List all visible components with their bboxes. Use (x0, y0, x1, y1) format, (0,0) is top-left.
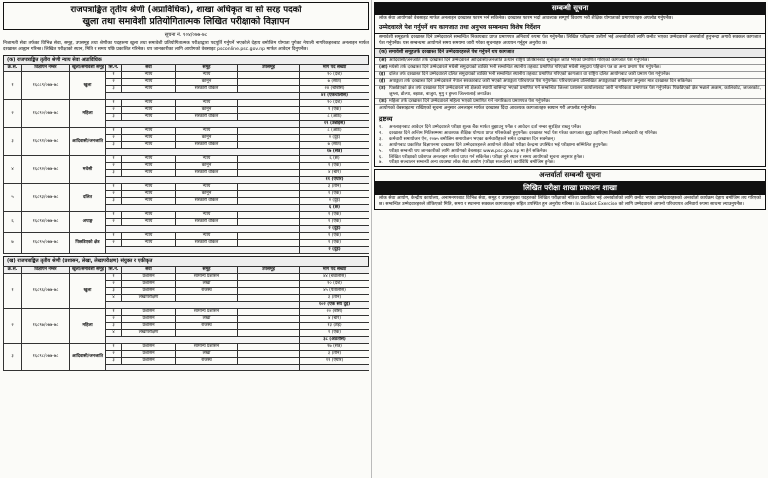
post-count: ४ (चार) (300, 170, 370, 177)
item-marker: (इ) (379, 71, 386, 77)
post-count: २४ (चौबीस) (300, 86, 370, 93)
group-name: लेखा (176, 280, 238, 287)
group-name (176, 294, 238, 301)
group-name: कानून (176, 135, 238, 142)
group-name: सामान्य प्रशासन (176, 343, 238, 350)
group-name (176, 329, 238, 336)
advertisement-number: १६८९२/०७७-७८ (22, 156, 70, 184)
subgroup-name (238, 100, 300, 107)
note-section-label: द्रष्टव्य (379, 115, 393, 124)
inclusive-group: मधेसी (70, 156, 106, 184)
inclusive-group: आदिवासी/जनजाति (70, 128, 106, 156)
table-row (4, 100, 370, 107)
total-count: ४१ (एकचालीस) (300, 93, 370, 100)
group-serial: ४ (4, 156, 22, 184)
inclusive-group: खुला (70, 273, 106, 308)
row-number: १ (106, 156, 122, 163)
subgroup-name (238, 114, 300, 121)
row-number: २ (106, 107, 122, 114)
column-header: उपसमूह (238, 266, 300, 273)
group-name: न्याय (176, 184, 238, 191)
total-count: ६ (छ) (300, 205, 370, 212)
service-name: न्याय (122, 107, 176, 114)
service-name: न्याय (122, 79, 176, 86)
note-number: ७. (379, 160, 383, 166)
item-text: पिछडिएको क्षेत्र तर्फ दरखास्त दिने उम्मेदवारले सो क्षेत्रको स्थायी बासिन्दा भएको प्रमाणित गर्ने सम्बन्धित जिल्ला प्रशासन कार्यालयबाट जारी नागरिकता प्रमाणपत्र पेश गर्नुपर्नेछ। पिछडिएको क्षेत्र भन्नाले अछाम, कालिकोट, जाजरकोट, जुम्ला, डोल्पा, बझाङ, बाजुरा, मुगु र हुम्ला जिल्लालाई जनाउँछ। (389, 85, 761, 97)
row-number: ३ (106, 142, 122, 149)
post-count: ३ (तीन) (300, 294, 370, 301)
total-count: २ (दुई) (300, 226, 370, 233)
advertisement-number: १६८८९/०७७-७८ (22, 72, 70, 100)
item-marker: (अ) (379, 58, 387, 64)
note-number: ५. (379, 148, 383, 154)
subgroup-name (238, 329, 300, 336)
post-count: ८ (आठ) (300, 114, 370, 121)
service-name: न्याय (122, 135, 176, 142)
document-item (375, 58, 765, 65)
notice-number: सूचना नं. १०४/०७७-७८ (164, 32, 208, 38)
row-number: २ (106, 135, 122, 142)
service-name: प्रशासन (122, 273, 176, 280)
table-row (4, 273, 370, 280)
row-number: २ (106, 219, 122, 226)
service-name: न्याय (122, 233, 176, 240)
row-number: ३ (106, 322, 122, 329)
interview-subtitle: लिखित परीक्षा शाखा प्रकाशन शाखा (375, 182, 765, 194)
item-marker: (आ) (379, 65, 388, 71)
total-spacer (106, 301, 300, 308)
advertisement-number: १६८९१/०७७-७८ (22, 128, 70, 156)
table-row (4, 184, 370, 191)
group-serial: १ (4, 72, 22, 100)
post-count: ७ (सात) (300, 79, 370, 86)
total-spacer (106, 149, 300, 156)
group-name: न्याय (176, 100, 238, 107)
group-name: न्याय (176, 156, 238, 163)
group-serial: ७ (4, 233, 22, 254)
group-name: सरकारी वकिल (176, 170, 238, 177)
inclusive-group: पिछडिएको क्षेत्र (70, 233, 106, 254)
item-marker: (ऊ) (379, 98, 387, 104)
notice-title-line-1: राजपत्राङ्कित तृतीय श्रेणी (अप्राविधिक), शाखा अधिकृत वा सो सरह पदको (70, 5, 302, 15)
service-name: न्याय (122, 114, 176, 121)
note-number: ६. (379, 154, 383, 160)
subgroup-name (238, 273, 300, 280)
section-b-header-row (4, 266, 370, 273)
row-number: ३ (106, 114, 122, 121)
total-spacer (106, 247, 300, 254)
total-count: ११ (एघार) (300, 177, 370, 184)
subgroup-name (238, 322, 300, 329)
service-name: न्याय (122, 170, 176, 177)
interview-title: अन्तर्वार्ता सम्बन्धी सूचना (375, 170, 765, 182)
top-paragraph: लोक सेवा आयोगको वेबसाइट मार्फत अनलाइन दरखास्त फारम भर्न सकिनेछ। दरखास्त फारम भर्दा आवश्यक सम्पूर्ण विवरण भरी शैक्षिक योग्यताको प्रमाणपत्रहरु अपलोड गर्नुपर्नेछ। (379, 16, 674, 22)
column-header: सेवा (122, 266, 176, 273)
total-count: १७ (सत्र) (300, 149, 370, 156)
table-row (4, 233, 370, 240)
note-text: कर्मचारी समायोजन ऐन, २०७५ बमोजिम समायोजन भएका कर्मचारीहरुले समेत दरखास्त दिन सक्नेछन्। (389, 136, 556, 142)
service-name: न्याय (122, 128, 176, 135)
top-header: सम्बन्धी सूचना (375, 3, 765, 15)
group-serial: ५ (4, 184, 22, 212)
advertisement-number: १६८९०/०७७-७८ (22, 100, 70, 128)
post-count: १ (एक) (300, 219, 370, 226)
note-number: ४. (379, 142, 383, 148)
post-count: ४५ (पैंतालीस) (300, 287, 370, 294)
row-number: २ (106, 191, 122, 198)
service-name: न्याय (122, 156, 176, 163)
group-name: सामान्य प्रशासन (176, 273, 238, 280)
group-name: न्याय (176, 72, 238, 79)
item-text: महिला तर्फ दरखास्त दिने उम्मेदवारले महिला भएको प्रमाणित गर्ने नागरिकता प्रमाणपत्र पेश गर्नुपर्नेछ। (389, 98, 551, 104)
post-count: १ (एक) (300, 240, 370, 247)
group-name: सरकारी वकिल (176, 142, 238, 149)
post-count: १ (एक) (300, 233, 370, 240)
service-name: न्याय (122, 86, 176, 93)
inclusive-group: महिला (70, 308, 106, 343)
post-count: ३ (तीन) (300, 350, 370, 357)
table-row (4, 308, 370, 315)
group-serial: ३ (4, 343, 22, 370)
post-count: १ (एक) (300, 212, 370, 219)
notice-title-line-2: खुला तथा समावेशी प्रतियोगितात्मक लिखित परीक्षाको विज्ञापन (82, 16, 290, 27)
service-name: न्याय (122, 198, 176, 205)
table-row (4, 156, 370, 163)
section-a-table (3, 64, 369, 254)
row-number: ३ (106, 170, 122, 177)
group-serial: २ (4, 308, 22, 343)
notice-intro: निजामती सेवा तर्फका विभिन्न सेवा, समूह, उपसमूह तथा श्रेणीका पदहरुमा खुला तथा समावेशी प्रतियोगितात्मक परीक्षाद्वारा पदपूर्ति गर्नुपर्ने भएकोले देहाय बमोजिम योग्यता पुगेका नेपाली नागरिकहरुबाट अनलाइन मार्फत दरखास्त आह्वान गरिन्छ। लिखित परीक्षाको स्थान, मिति र समय पछि प्रकाशित गरिनेछ। थप जानकारीका लागि आयोगको वेबसाइट psconline.psc.gov.np मार्फत आवेदन दिनुपर्नेछ। (3, 40, 369, 52)
note-number: ३. (379, 136, 383, 142)
note-text: लिखित परीक्षाको प्रवेशपत्र अनलाइन मार्फत प्राप्त गर्न सकिनेछ। परीक्षा हुने स्थान र समय आयोगको सूचना अनुसार हुनेछ। (389, 154, 584, 160)
row-number: २ (106, 79, 122, 86)
row-number: १ (106, 273, 122, 280)
item-text: मधेसी तर्फ दरखास्त दिने उम्मेदवारले मधेसी समुदायको व्यक्ति भनी सम्बन्धित स्थानीय तहबाट प्रमाणित गरिएको मधेसी समुदाय पहिचान पत्र वा अन्य प्रमाण पेश गर्नुपर्नेछ। (389, 65, 661, 71)
post-count: १० (दश) (300, 100, 370, 107)
subgroup-name (238, 233, 300, 240)
subgroup-name (238, 170, 300, 177)
total-count: १९ (उन्नाइस) (300, 121, 370, 128)
row-number: ३ (106, 198, 122, 205)
column-header: क्र.सं. (4, 266, 22, 273)
post-count: ४४ (चवालीस) (300, 273, 370, 280)
subgroup-name (238, 212, 300, 219)
total-spacer (106, 336, 300, 343)
row-number: ४ (106, 294, 122, 301)
post-count: ६ (छ) (300, 156, 370, 163)
group-name: राजस्व (176, 287, 238, 294)
main-instruction-paragraph: समावेशी समूहतर्फ दरखास्त दिने उम्मेदवारले सम्बन्धित निकायबाट प्राप्त प्रमाणपत्र अनिवार्य रुपमा पेश गर्नुपर्नेछ। लिखित परीक्षामा उत्तीर्ण भई अन्तर्वार्ताको लागि छनौट भएका उम्मेदवारले अन्तर्वार्ता हुनुभन्दा अगावै सक्कल कागजात पेश गर्नुपर्नेछ। यस सम्बन्धमा आयोगले समय समयमा जारी गरेका सूचनाहरु अध्ययन गर्नुहुन अनुरोध छ। (379, 34, 761, 46)
post-count: १ (एक) (300, 191, 370, 198)
group-name: सरकारी वकिल (176, 86, 238, 93)
group-name: कानून (176, 107, 238, 114)
column-header: माग पद संख्या (300, 266, 370, 273)
section-b-table (3, 266, 369, 371)
main-instruction-header: उम्मेदवारले पेश गर्नुपर्ने थप कागजात तथा अनुभव सम्बन्धमा विशेष निर्देशन (375, 23, 765, 34)
subgroup-name (238, 350, 300, 357)
row-number: ३ (106, 287, 122, 294)
service-name: न्याय (122, 142, 176, 149)
group-serial: ३ (4, 128, 22, 156)
service-name: प्रशासन (122, 315, 176, 322)
advertisement-number: १६८९४/०७७-७८ (22, 212, 70, 233)
subgroup-name (238, 280, 300, 287)
group-name: लेखा (176, 315, 238, 322)
instructions-box (374, 2, 766, 167)
group-name: सरकारी वकिल (176, 198, 238, 205)
group-serial: ६ (4, 212, 22, 233)
post-count: २ (दुई) (300, 135, 370, 142)
post-count: ४ (चार) (300, 315, 370, 322)
post-count: १ (एक) (300, 107, 370, 114)
post-count: १ (एक) (300, 163, 370, 170)
total-count: ३८ (अठतीस) (300, 336, 370, 343)
column-header: खुला/समावेशी समूह (70, 266, 106, 273)
table-row (4, 343, 370, 350)
inclusive-group: खुला (70, 72, 106, 100)
total-count: १०२ (एक सय दुई) (300, 301, 370, 308)
subgroup-name (238, 86, 300, 93)
note-item (375, 160, 765, 166)
item-text: अपाङ्गता तर्फ दरखास्त दिने उम्मेदवारले नेपाल सरकारबाट जारी भएको अपाङ्गता परिचयपत्र पेश गर्नुपर्नेछ। परिचयपत्रमा उल्लिखित अपाङ्गताको वर्गीकरण अनुसार मात्र दरखास्त दिन सकिनेछ। (389, 78, 693, 84)
subgroup-name (238, 107, 300, 114)
column-header: सेवा (122, 65, 176, 72)
subgroup-name (238, 308, 300, 315)
subgroup-name (238, 79, 300, 86)
column-header: क्र.सं. (4, 65, 22, 72)
row-number: १ (106, 233, 122, 240)
notice-title-box (3, 2, 369, 30)
subgroup-name (238, 357, 300, 364)
service-name: प्रशासन (122, 308, 176, 315)
subgroup-name (238, 191, 300, 198)
total-spacer (106, 121, 300, 128)
subgroup-name (238, 315, 300, 322)
advertisement-number: १६८९५/०७७-७८ (22, 233, 70, 254)
document-item (375, 86, 765, 99)
service-name: न्याय (122, 163, 176, 170)
upload-note: आयोगको वेबसाइटमा राखिएको सूचना अनुसार अनलाइन मार्फत दरखास्त दिंदा आवश्यक कागजातहरु स्क्यान गरी अपलोड गर्नुपर्नेछ। (379, 106, 597, 112)
total-spacer (106, 205, 300, 212)
service-name: प्रशासन (122, 287, 176, 294)
row-number: ३ (106, 86, 122, 93)
post-count: ३ (तीन) (300, 184, 370, 191)
column-divider (371, 0, 372, 478)
service-name: लेखापरीक्षण (122, 329, 176, 336)
document-item-list (375, 58, 765, 105)
group-name: सामान्य प्रशासन (176, 308, 238, 315)
post-count: २० (बीस) (300, 308, 370, 315)
subgroup-name (238, 343, 300, 350)
service-name: लेखापरीक्षण (122, 294, 176, 301)
row-number: ४ (106, 329, 122, 336)
document-item (375, 72, 765, 79)
note-text: दरखास्त दिने अन्तिम मितिसम्ममा आवश्यक शैक्षिक योग्यता प्राप्त गरिसकेको हुनुपर्नेछ। दरखास्त भर्दा पेश गरेका कागजात झुट्ठा ठहरिएमा निजको उम्मेदवारी रद्द गरिनेछ। (389, 130, 658, 136)
row-number: १ (106, 128, 122, 135)
group-name: सरकारी वकिल (176, 240, 238, 247)
note-bullet-list (375, 125, 765, 166)
post-count: ७ (सात) (300, 142, 370, 149)
row-number: ३ (106, 357, 122, 364)
group-name: राजस्व (176, 357, 238, 364)
row-number: १ (106, 343, 122, 350)
column-header: समूह (176, 65, 238, 72)
total-spacer (106, 177, 300, 184)
note-text: अनलाइनबाट आवेदन दिने उम्मेदवारले परीक्षा शुल्क बैंक मार्फत बुझाउनु पर्नेछ र आवेदन दर्ता नम्बर सुरक्षित राख्नु पर्नेछ। (389, 125, 582, 131)
table-row (4, 212, 370, 219)
group-name: सरकारी वकिल (176, 114, 238, 121)
row-number: १ (106, 184, 122, 191)
document-item (375, 99, 765, 106)
subgroup-name (238, 287, 300, 294)
group-name: कानून (176, 163, 238, 170)
row-number: २ (106, 315, 122, 322)
note-text: परीक्षा सञ्चालन सम्बन्धी अन्य व्यवस्था लोक सेवा आयोग (परीक्षा सञ्चालन) कार्यविधि बमोजिम हुनेछ। (389, 160, 555, 166)
row-number: १ (106, 72, 122, 79)
subgroup-name (238, 198, 300, 205)
service-name: न्याय (122, 184, 176, 191)
group-name: राजस्व (176, 322, 238, 329)
subgroup-name (238, 163, 300, 170)
total-spacer (106, 93, 300, 100)
service-name: न्याय (122, 100, 176, 107)
group-name: न्याय (176, 233, 238, 240)
subgroup-name (238, 219, 300, 226)
post-count: १३ (तेह्र) (300, 322, 370, 329)
total-count (300, 364, 370, 370)
column-header: समूह (176, 266, 238, 273)
advertisement-left-column (3, 2, 369, 476)
item-marker: (ई) (379, 78, 386, 84)
service-name: न्याय (122, 191, 176, 198)
column-header: खुला/समावेशी समूह (70, 65, 106, 72)
subgroup-name (238, 156, 300, 163)
inclusive-documents-subheader: (क) समावेशी समूहतर्फ दरखास्त दिने उम्मेदवारहरुले पेश गर्नुपर्ने थप कागजात (375, 48, 765, 58)
section-a-header-row (4, 65, 370, 72)
row-number: २ (106, 163, 122, 170)
subgroup-name (238, 142, 300, 149)
interview-notice-box (374, 169, 766, 209)
column-header: उपसमूह (238, 65, 300, 72)
service-name: प्रशासन (122, 280, 176, 287)
group-name: सरकारी वकिल (176, 219, 238, 226)
group-name: कानून (176, 191, 238, 198)
column-header: विज्ञापन नम्बर (22, 266, 70, 273)
document-item (375, 65, 765, 72)
service-name: न्याय (122, 240, 176, 247)
inclusive-group: दलित (70, 184, 106, 212)
post-count: १ (एक) (300, 329, 370, 336)
service-name: प्रशासन (122, 357, 176, 364)
subgroup-name (238, 135, 300, 142)
row-number: १ (106, 308, 122, 315)
subgroup-name (238, 294, 300, 301)
advertisement-number: १६८९७/०७७-७८ (22, 308, 70, 343)
column-header: सि.नं. (106, 65, 122, 72)
item-text: दलित तर्फ दरखास्त दिने उम्मेदवारले दलित समुदायको व्यक्ति भनी सम्बन्धित स्थानीय तहबाट प्रमाणित गरिएको कागजात वा राष्ट्रिय दलित आयोगबाट जारी प्रमाण पेश गर्नुपर्नेछ। (389, 71, 671, 77)
post-count: २ (दुई) (300, 198, 370, 205)
item-marker: (उ) (379, 85, 386, 91)
column-header: सि.नं. (106, 266, 122, 273)
subgroup-name (238, 240, 300, 247)
section-b-heading: (ख) राजपत्राङ्कित तृतीय श्रेणी (प्रशासन, लेखा, लेखापरीक्षण) संयुक्त र एकीकृत (3, 256, 369, 266)
inclusive-group: महिला (70, 100, 106, 128)
subgroup-name (238, 184, 300, 191)
row-number: २ (106, 280, 122, 287)
row-number: १ (106, 100, 122, 107)
post-count: १० (दश) (300, 72, 370, 79)
group-serial: १ (4, 273, 22, 308)
post-count: ११ (एघार) (300, 357, 370, 364)
subgroup-name (238, 72, 300, 79)
group-name: कानून (176, 79, 238, 86)
group-name: न्याय (176, 212, 238, 219)
service-name: प्रशासन (122, 350, 176, 357)
row-number: २ (106, 350, 122, 357)
service-name: न्याय (122, 212, 176, 219)
table-row (4, 128, 370, 135)
row-number: १ (106, 212, 122, 219)
subgroup-name (238, 128, 300, 135)
service-name: प्रशासन (122, 343, 176, 350)
note-text: आयोगबाट प्रकाशित विज्ञापनमा दरखास्त दिने उम्मेदवारहरुले आयोगले तोकेको परीक्षा केन्द्रमा उपस्थित भई परीक्षामा सम्मिलित हुनुपर्नेछ। (389, 142, 608, 148)
advertisement-number: १६८९८/०७७-७८ (22, 343, 70, 370)
section-a-heading: (क) राजपत्राङ्कित तृतीय श्रेणी न्याय सेवा अप्राविधिक (3, 55, 369, 65)
group-serial: २ (4, 100, 22, 128)
item-text: आदिवासी/जनजाति तर्फ दरखास्त दिने उम्मेदवारले आदिवासी/जनजाति उत्थान राष्ट्रिय प्रतिष्ठानबाट सूचीकृत जाति भएको प्रमाणित गरिएको कागजात पेश गर्नुपर्नेछ। (389, 58, 649, 64)
note-number: २. (379, 130, 383, 136)
post-count: १७ (सत्र) (300, 343, 370, 350)
service-name: प्रशासन (122, 322, 176, 329)
note-text: परीक्षा सम्बन्धी थप जानकारीको लागि आयोगको वेबसाइट www.psc.gov.np मा हेर्न सकिनेछ। (389, 148, 548, 154)
advertisement-number: १६८९६/०७७-७८ (22, 273, 70, 308)
service-name: न्याय (122, 72, 176, 79)
group-name: लेखा (176, 350, 238, 357)
group-name: न्याय (176, 128, 238, 135)
total-spacer (106, 364, 300, 370)
document-item (375, 79, 765, 86)
post-count: ८ (आठ) (300, 128, 370, 135)
inclusive-group: अपाङ्ग (70, 212, 106, 233)
advertisement-number: १६८९३/०७७-७८ (22, 184, 70, 212)
column-header: विज्ञापन नम्बर (22, 65, 70, 72)
inclusive-group: आदिवासी/जनजाति (70, 343, 106, 370)
total-spacer (106, 226, 300, 233)
interview-paragraph: लोक सेवा आयोग, केन्द्रीय कार्यालय, अनामनगरबाट विभिन्न सेवा, समूह र उपसमूहका पदहरुको लिखित परीक्षाको नतिजा प्रकाशित भई अन्तर्वार्ताको लागि छनौट भएका उम्मेदवारहरुको अन्तर्वार्ता कार्यक्रम देहाय बमोजिम तय गरिएको छ। सम्बन्धित उम्मेदवारहरुले तोकिएको मिति, समय र स्थानमा सक्कल कागजातहरु सहित उपस्थित हुन अनुरोध गरिन्छ। In Basket Exercise को लागि उम्मेदवारले आफ्नो परिचयपत्र अनिवार्य रुपमा साथमा ल्याउनुपर्नेछ। (379, 195, 761, 207)
table-row (4, 72, 370, 79)
note-number: १. (379, 125, 383, 131)
row-number: २ (106, 240, 122, 247)
column-header: माग पद संख्या (300, 65, 370, 72)
post-count: १० (दश) (300, 280, 370, 287)
service-name: न्याय (122, 219, 176, 226)
instructions-right-column (374, 2, 766, 476)
total-count: २ (दुई) (300, 247, 370, 254)
